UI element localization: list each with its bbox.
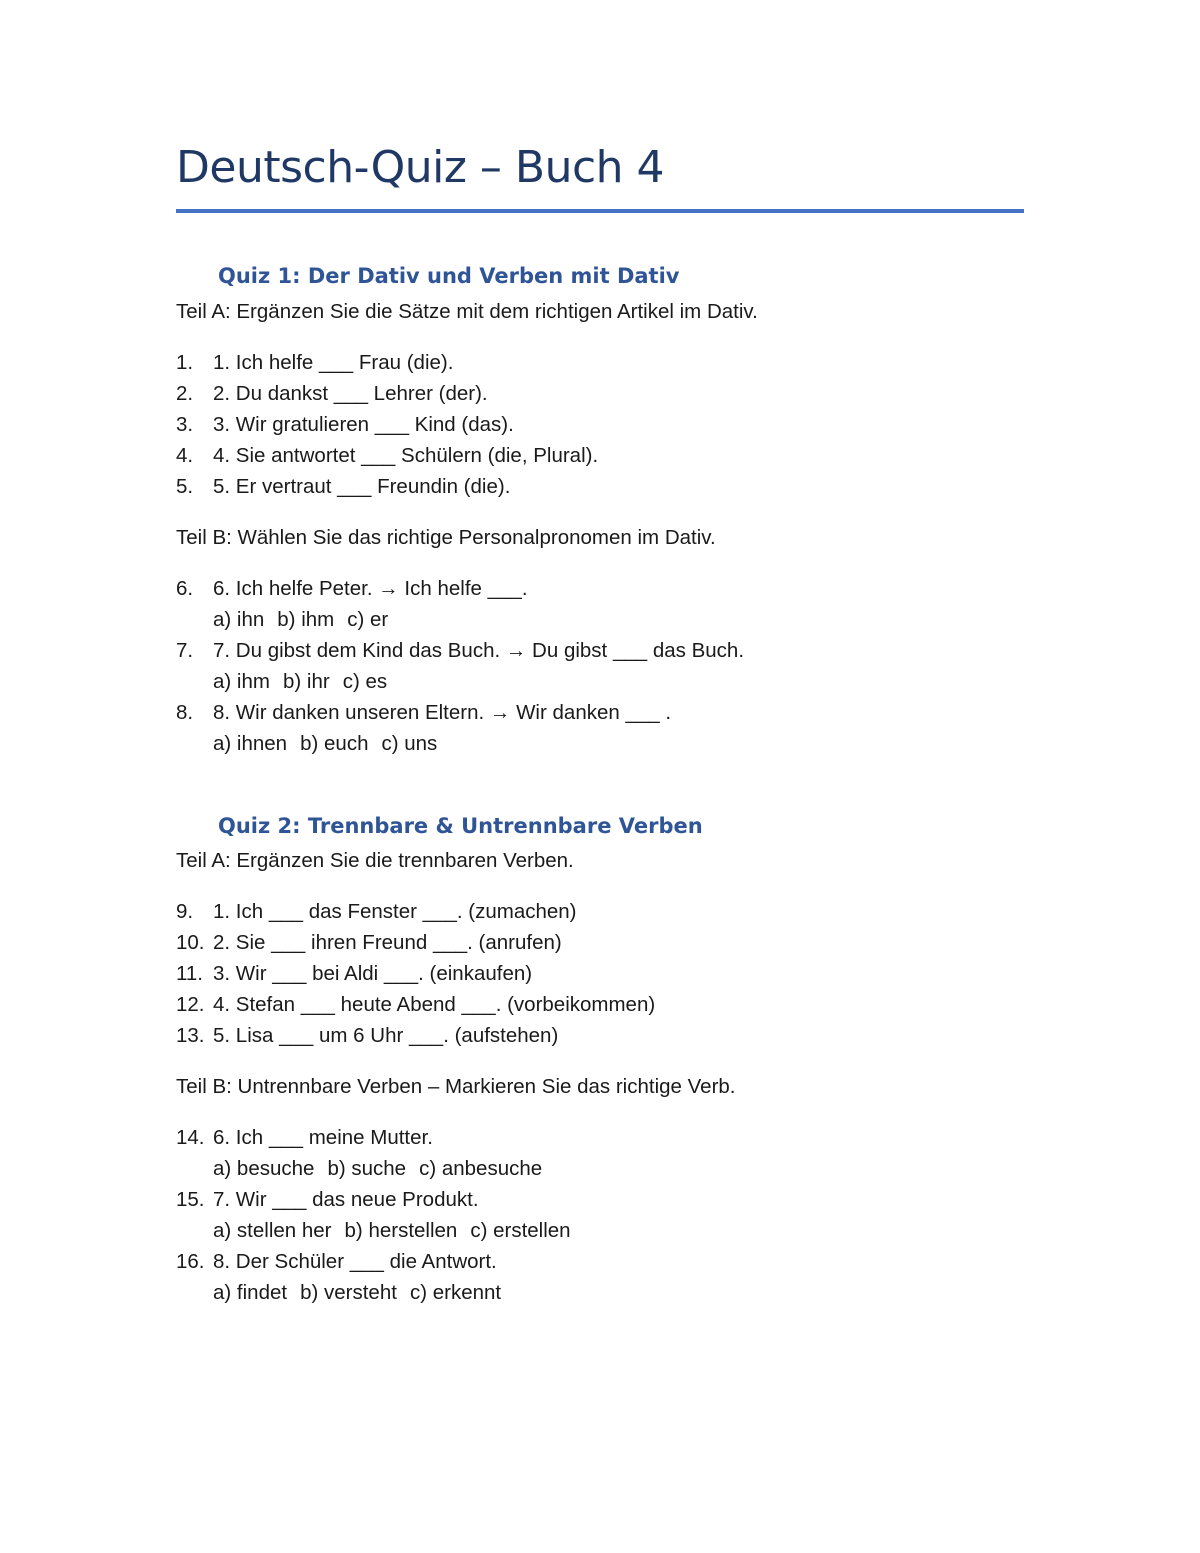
option: a) ihnen (213, 732, 288, 755)
answer-options (213, 730, 450, 758)
list-item (176, 349, 453, 377)
option: c) er (347, 608, 389, 631)
list-item (176, 960, 532, 988)
item-number: 14. (176, 1126, 205, 1149)
item-number: 9. (176, 900, 194, 923)
quiz1-teilB-instruction: Teil B: Wählen Sie das richtige Personalpronomen im Dativ. (176, 526, 716, 549)
option: a) stellen her (213, 1219, 332, 1242)
list-item (176, 898, 577, 926)
item-text: 5. Er vertraut ___ Freundin (die). (213, 475, 511, 498)
list-item (176, 637, 744, 665)
quiz1-teilA-instruction: Teil A: Ergänzen Sie die Sätze mit dem richtigen Artikel im Dativ. (176, 300, 758, 323)
answer-options (213, 1155, 555, 1183)
item-text: 2. Sie ___ ihren Freund ___. (anrufen) (213, 931, 562, 954)
option: c) anbesuche (419, 1157, 543, 1180)
option: b) herstellen (344, 1219, 458, 1242)
item-number: 5. (176, 475, 194, 498)
quiz2-teilA-instruction: Teil A: Ergänzen Sie die trennbaren Verben. (176, 849, 574, 872)
item-number: 10. (176, 931, 205, 954)
item-text: 2. Du dankst ___ Lehrer (der). (213, 382, 488, 405)
item-text: 1. Ich ___ das Fenster ___. (zumachen) (213, 900, 577, 923)
item-text: 8. Wir danken unseren Eltern. → Wir danken ___ . (213, 701, 672, 724)
item-text: 7. Wir ___ das neue Produkt. (213, 1188, 479, 1211)
document-title: Deutsch-Quiz – Buch 4 (176, 142, 665, 193)
quiz2-heading: Quiz 2: Trennbare & Untrennbare Verben (218, 814, 703, 838)
item-text: 5. Lisa ___ um 6 Uhr ___. (aufstehen) (213, 1024, 559, 1047)
list-item (176, 380, 488, 408)
item-number: 4. (176, 444, 194, 467)
list-item (176, 473, 510, 501)
item-text: 3. Wir gratulieren ___ Kind (das). (213, 413, 514, 436)
item-number: 3. (176, 413, 194, 436)
answer-options (213, 668, 400, 696)
item-number: 13. (176, 1024, 205, 1047)
answer-options (213, 1279, 514, 1307)
item-number: 6. (176, 577, 194, 600)
list-item (176, 1124, 433, 1152)
option: a) findet (213, 1281, 288, 1304)
item-number: 12. (176, 993, 205, 1016)
title-underline (176, 209, 1024, 213)
option: a) ihn (213, 608, 265, 631)
option: c) es (342, 670, 388, 693)
item-number: 1. (176, 351, 194, 374)
item-text: 8. Der Schüler ___ die Antwort. (213, 1250, 497, 1273)
answer-options (213, 606, 401, 634)
list-item (176, 442, 598, 470)
list-item (176, 411, 514, 439)
list-item (176, 1248, 497, 1276)
item-number: 16. (176, 1250, 205, 1273)
list-item (176, 1186, 479, 1214)
item-number: 7. (176, 639, 194, 662)
option: b) suche (327, 1157, 407, 1180)
item-number: 8. (176, 701, 194, 724)
item-text: 6. Ich helfe Peter. → Ich helfe ___. (213, 577, 528, 600)
option: b) ihm (277, 608, 335, 631)
item-text: 6. Ich ___ meine Mutter. (213, 1126, 433, 1149)
answer-options (213, 1217, 584, 1245)
option: c) uns (381, 732, 438, 755)
item-text: 4. Sie antwortet ___ Schülern (die, Plural). (213, 444, 599, 467)
item-text: 3. Wir ___ bei Aldi ___. (einkaufen) (213, 962, 533, 985)
item-text: 1. Ich helfe ___ Frau (die). (213, 351, 454, 374)
item-number: 2. (176, 382, 194, 405)
item-number: 15. (176, 1188, 205, 1211)
option: a) ihm (213, 670, 270, 693)
option: a) besuche (213, 1157, 315, 1180)
option: c) erkennt (409, 1281, 502, 1304)
quiz1-heading: Quiz 1: Der Dativ und Verben mit Dativ (218, 264, 680, 288)
list-item (176, 929, 562, 957)
option: c) erstellen (470, 1219, 571, 1242)
list-item (176, 991, 655, 1019)
option: b) euch (300, 732, 369, 755)
item-text: 4. Stefan ___ heute Abend ___. (vorbeikommen) (213, 993, 656, 1016)
option: b) versteht (300, 1281, 397, 1304)
list-item (176, 1022, 558, 1050)
list-item (176, 699, 671, 727)
option: b) ihr (282, 670, 330, 693)
quiz2-teilB-instruction: Teil B: Untrennbare Verben – Markieren Sie das richtige Verb. (176, 1075, 736, 1098)
item-text: 7. Du gibst dem Kind das Buch. → Du gibst ___ das Buch. (213, 639, 745, 662)
item-number: 11. (176, 962, 203, 985)
list-item (176, 575, 528, 603)
